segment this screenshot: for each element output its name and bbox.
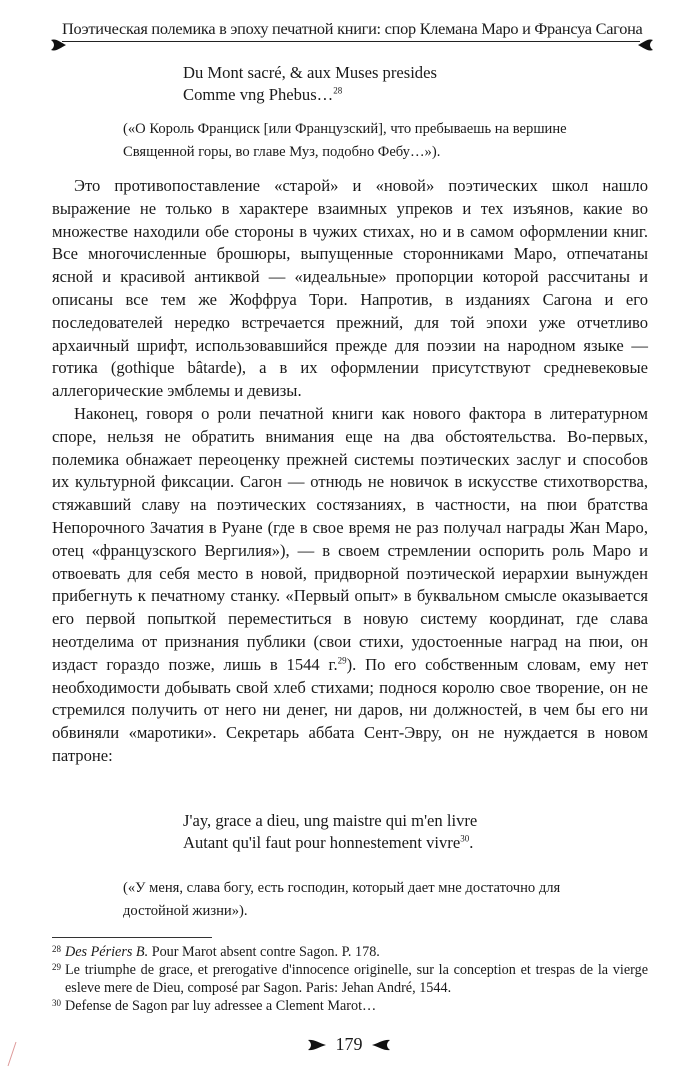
- translation-line: достойной жизни»).: [123, 903, 248, 919]
- body-text: [52, 175, 648, 768]
- translation-line: («У меня, слава богу, есть господин, который дает мне достаточно для: [123, 880, 561, 896]
- verse-quote-2: [183, 810, 477, 854]
- footnotes: [52, 943, 648, 1015]
- header-title: Поэтическая полемика в эпоху печатной книги: спор Клемана Маро и Франсуа Сагона: [62, 19, 643, 38]
- verse-line: Du Mont sacré, & aux Muses presides: [183, 63, 437, 82]
- verse-translation-2: [123, 877, 560, 923]
- footnote-rule: [52, 937, 212, 938]
- verse-line: J'ay, grace a dieu, ung maistre qui m'en livre: [183, 811, 478, 830]
- translation-line: Священной горы, во главе Муз, подобно Фебу…»).: [123, 144, 441, 160]
- fleuron-right-icon: [636, 37, 654, 53]
- header-rule: [62, 41, 640, 42]
- footnote-ref: 30: [460, 833, 470, 844]
- footnote: 28 Des Périers B. Pour Marot absent contre Sagon. P. 178.: [52, 944, 380, 960]
- paragraph: Это противопоставление «старой» и «новой» поэтических школ нашло выражение не только в характере взаимных упреков и тех изъянов, какие во множестве находили обе стороны в чужих стихах, но и в самом оформлении книг. Все многочисленные брошюры, выпущенные сторонниками Маро, отпечатаны ясной и красивой антиквой — «идеальные» пропорции которой рассчитаны и описаны все тем же Жоффруа Тори. Напротив, в изданиях Сагона и его последователей нередко встречается прежний, для той эпохи уже отчетливо архаичный шрифт, использовавшийся прежде для поэзии на народном языке — готика (gothique bâtarde), а в их оформлении присутствуют средневековые аллегорические эмблемы и девизы.: [52, 176, 648, 401]
- fleuron-right-icon: [370, 1038, 392, 1052]
- footnote-ref: 28: [333, 85, 343, 96]
- verse-quote-1: [183, 62, 437, 106]
- fleuron-left-icon: [306, 1038, 328, 1052]
- fleuron-left-icon: [50, 37, 68, 53]
- translation-line: («О Король Франциск [или Французский], что пребываешь на вершине: [123, 121, 567, 137]
- footnote: 29 Le triumphe de grace, et prerogative d'innocence originelle, sur la conception et trespas de la vierge esleve mere de Dieu, composé par Sagon. Paris: Jehan André, 1544.: [52, 962, 648, 996]
- verse-line: Autant qu'il faut pour honnestement vivre$^{30}$.: [183, 833, 474, 852]
- verse-translation-1: [123, 118, 567, 164]
- footnote: 30 Defense de Sagon par luy adressee a Clement Marot…: [52, 998, 377, 1014]
- running-header: [52, 19, 652, 59]
- verse-line: Comme vng Phebus…$^{28}$: [183, 85, 343, 104]
- page-number: 179: [0, 1033, 698, 1055]
- paragraph: Наконец, говоря о роли печатной книги как нового фактора в литературном споре, нельзя не обратить внимания еще на два обстоятельства. Во-первых, полемика обнажает переоценку прежней системы поэтических заслуг и способов их культурной фиксации. Сагон — отнюдь не новичок в искусстве стихотворства, стяжавший славу на поэтических состязаниях, в частности, на пюи братства Непорочного Зачатия в Руане (где в свое время не раз получал награды Жан Маро, отец «французского Вергилия»), — в своем стремлении оспорить роль Маро и отвоевать для себя место в новой, придворной поэтической иерархии вынужден прибегнуть к печатному станку. «Первый опыт» в буквальном смысле оказывается его первой попыткой переместиться в новую систему координат, где слава неотделима от признания публики (свои стихи, удостоенные наград на пюи, он издаст гораздо позже, лишь в 1544 г.$^{29}$). По его собственным словам, ему нет необходимости добывать свой хлеб стихами; поднося королю свое творение, он не стремился получить от него ни денег, ни даров, ни должностей, в чем бы его ни обвиняли «маротики». Секретарь аббата Сент-Эвру, он не нуждается в новом патроне:: [52, 403, 648, 765]
- footnote-ref: 29: [337, 655, 347, 666]
- pencil-mark: [6, 1038, 20, 1068]
